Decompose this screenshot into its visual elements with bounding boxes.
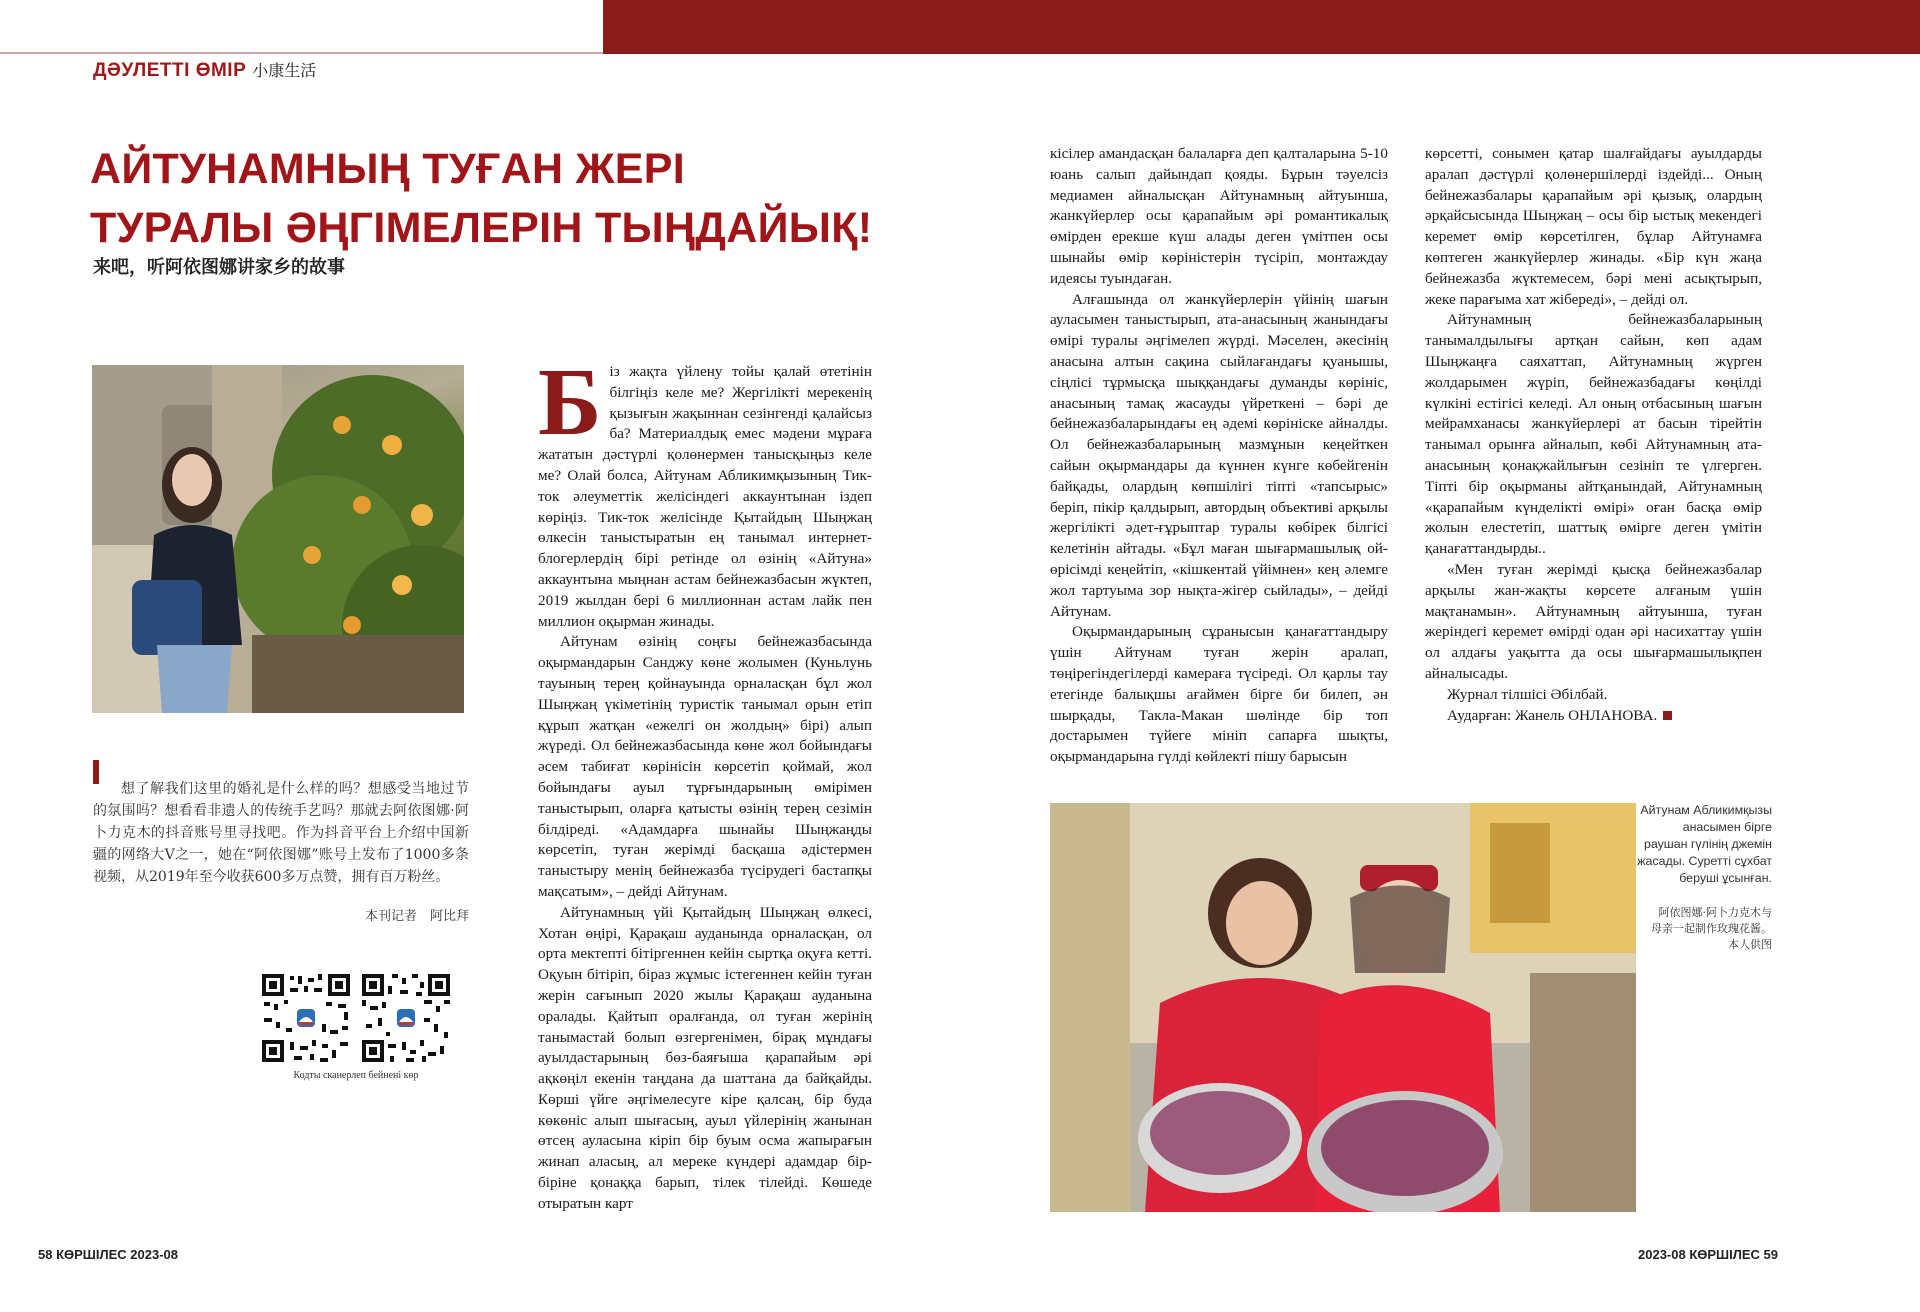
- family-photo: [1050, 803, 1636, 1212]
- photo-caption-cn: [1636, 905, 1772, 953]
- footer-right: [1638, 1247, 1778, 1262]
- paragraph-7: көрсетті, сонымен қатар шалғайдағы ауылдарды аралап дәстүрлі қолөнершілерді іздейді... Оның бейнежазбалары қарапайым әрі қызық, олардың әрқайсысында Шыңжаң – осы бір ыстық мекендегі керемет өмір көрсетілген, бұлар Айтунамға көптеген жанкүйерлер жинады. «Бір күн жаңа бейнежазба жүктемесем, бәрі мені асықтырып, жеке парағыма хат жібереді», – дейді ол.: [1425, 145, 1762, 308]
- footer-left-text: КӨРШІЛЕС 2023-08: [56, 1247, 178, 1262]
- qr-caption: Кодты сканерлеп бейнені көр: [293, 1070, 419, 1081]
- page-number-left: 58: [38, 1247, 53, 1262]
- article-column-1: [538, 348, 872, 1215]
- paragraph-1-text: із жақта үйлену тойы қалай өтетінін білгіңіз келе ме? Жергілікті мерекенің қызығын жақыннан сезінгенді қалайсыз ба? Материалдық емес мәдени мұраға жататын дәстүрлі қолөнермен танысқыңыз келе ме? Олай болса, Айтунам Абликимқызының Тик-ток әлеуметтік желісіндегі аккаунтынан іздеп көріңіз. Тик-ток желісінде Қытайдың Шыңжаң өлкесін таныстыратын ең танымал интернет-блогерлердің бірі ретінде ол өзінің «Айтуна» аккаунтына мыңнан астам бейнежазбасын жүктеп, 2019 жылдан бері 6 миллионнан астам лайк пен миллион оқырман жинады.: [538, 363, 872, 630]
- subtitle-cn: 来吧，听阿依图娜讲家乡的故事: [93, 257, 345, 278]
- family-photo-art: [1050, 803, 1636, 1212]
- page-number-right: 59: [1763, 1247, 1778, 1262]
- paragraph-6: Оқырмандарының сұранысын қанағаттандыру үшін Айтунам туған жерін аралап, төңірегіндегілерді камераға түсіреді. Ол қарлы тау етегінде балықшы ағаймен бірге би билеп, ән шырқады, Такла-Макан шөлінде бір топ достарымен түйеге мініп сапарға шықты, оқырмандарына гүлді көйлекті пішу барысын: [1050, 623, 1388, 766]
- top-divider-line: [0, 52, 603, 54]
- footer-right-text: 2023-08 КӨРШІЛЕС: [1638, 1247, 1760, 1262]
- section-label: [93, 58, 316, 82]
- article-column-3: [1425, 144, 1762, 726]
- end-mark-icon: [1663, 711, 1672, 720]
- article-column-2: [1050, 144, 1388, 768]
- qr-code-2[interactable]: [360, 972, 452, 1064]
- drop-cap: Б: [538, 348, 602, 455]
- section-label-cn: 小康生活: [252, 63, 317, 80]
- top-color-bar: [603, 0, 1920, 54]
- credit-reporter: Журнал тілшісі Әбілбай.: [1447, 685, 1608, 703]
- portrait-photo-art: [92, 365, 464, 713]
- headline: [90, 140, 890, 258]
- portrait-photo: [92, 365, 464, 713]
- section-label-kz: ДӘУЛЕТТІ ӨМІР: [93, 60, 247, 81]
- paragraph-9: «Мен туған жерімді қысқа бейнежазбалар арқылы жан-жақты көрсете алғаным үшін мақтанамын». Айтунамның айтуынша, туған жеріндегі керемет өмірді одан әрі насихаттау үшін ол алдағы уақытта да осы шығармашылықпен айналысады.: [1425, 560, 1762, 682]
- credit-translator-text: Аударған: Жанель ОНЛАНОВА.: [1447, 706, 1658, 724]
- footer-left: [38, 1247, 178, 1262]
- paragraph-1: [538, 348, 872, 632]
- paragraph-2: Айтунам өзінің соңғы бейнежазбасында оқырмандарын Санджу көне жолымен (Куньлунь тауының терең қойнауында орналасқан бұл жол Шыңжаң үкіметінің туристік танымал орын етіп құрып жатқан «ежелгі он жолдың» бірі) алып жүреді. Ол бейнежазбасында көне жол бойындағы әсем табиғат көрінісін көрсетіп қоймай, жол бойындағы ауыл тұрғындарының өмірімен таныстырып, оларға қатысты өзінің терең сезімін білдіреді. «Адамдарға шынайы Шыңжаңды көрсетіп, туған жерімді басқаша әдістермен таныстыру менің бейнежазба түсірудегі бастапқы мақсатым», – дейді Айтунам.: [538, 633, 872, 900]
- qr-code-icon: [260, 972, 352, 1064]
- qr-code-icon: [360, 972, 452, 1064]
- photo-caption-cn-line-2: 母亲一起制作玫瑰花酱。: [1651, 922, 1772, 935]
- paragraph-4: кісілер амандасқан балаларға деп қалталарына 5-10 юань салып дайындап қояды. Бұрын тәуелсіз медиамен айналысқан Айтунамның айтуынша, жанкүйерлер осы қарапайым әрі романтикалық өмірден ерекше күш алады деген үмітпен осы шынайы өмір көріністерін түсіріп, монтаждау идеясы туындаған.: [1050, 145, 1388, 287]
- photo-caption-cn-line-1: 阿依图娜·阿卜力克木与: [1658, 906, 1772, 919]
- paragraph-8: Айтунамның бейнежазбаларының танымалдылығы артқан сайын, көп адам Шыңжаңға саяхаттап, Айтунамның жүрген жолдарымен жүріп, бейнежазбадағы көңілді күлкіні естігісі келеді. Ал оның отбасының шағын мейрамханасы жанкүйерлері ат басын тірейтін танымал орынға айналып, көбі Айтунамның ата-анасының қонақжайлығын сезініп те үлгерген. Тіпті бір оқырманы айтқанындай, Айтунамның «қарапайым күнделікті өмірі» оған басқа өмір жолын елестетіп, шаттық өмірге деген үмітін қанағаттандырды..: [1425, 311, 1762, 558]
- photo-caption-kz: Айтунам Абликимқызы анасымен бірге раушан гүлінің джемін жасады. Суретті сұхбат беруші ұсынған.: [1637, 803, 1772, 885]
- paragraph-3: Айтунамның үйі Қытайдың Шыңжаң өлкесі, Хотан өңірі, Қарақаш ауданында орналасқан, ол орта мектепті бітіргеннен кейін сыртқа оқуға кетті. Оқуын бітіріп, біраз жұмыс істегеннен кейін туған жерін сағынып 2020 жылы Қарақаш ауданына оралады. Қайтып оралғанда, ол туған жерінің танымастай болып өзгергенімен, бірақ мұндағы ауылдастарының бөз-баяғыша қарапайым әрі ақкөңіл екенін таңдана да шаттана да байқайды. Көрші үйге әңгімелесуге кіре қалсаң, бір буда көкөніс алып шығасың, ауыл үйлерінің жанынан өтсең ауласына кіріп бір буым осма жапырағын жинап аласың, ал мереке күндері адамдар бір-біріне қонаққа барып, тілек тілейді. Көшеде отыратын карт: [538, 903, 872, 1212]
- headline-line-2: ТУРАЛЫ ӘҢГІМЕЛЕРІН ТЫҢДАЙЫҚ!: [90, 204, 873, 252]
- summary-cn: 想了解我们这里的婚礼是什么样的吗？想感受当地过节的氛围吗？想看看非遗人的传统手艺吗？那就去阿依图娜·阿卜力克木的抖音账号里寻找吧。作为抖音平台上介绍中国新疆的网络大Ⅴ之一，她在“阿依图娜”账号上发布了1000多条视频，从2019年至今收获600多万点赞，拥有百万粉丝。: [93, 781, 469, 885]
- summary-author: 本刊记者 阿比拜: [364, 909, 469, 924]
- credit-translator: [1425, 706, 1762, 727]
- headline-line-1: АЙТУНАМНЫҢ ТУҒАН ЖЕРІ: [90, 145, 685, 193]
- photo-caption-cn-credit: 本人供图: [1728, 938, 1772, 951]
- qr-code-1[interactable]: [260, 972, 352, 1064]
- paragraph-5: Алғашында ол жанкүйерлерін үйінің шағын ауласымен таныстырып, ата-анасының жанындағы өмірі туралы әңгімелеп жүрді. Мәселен, әкесінің анасына алтын сақина сыйлағандағы қуанышы, сіңлісі тұрмысқа шыққандағы думанды көрініс, анасының тамақ жасауды үйреткені – бәрі де бейнежазбаларындағы ең әдемі көрініске айналды. Ол бейнежазбаларының мазмұнын кеңейткен сайын оқырмандары да күннен күнге көбейгенін байқады, олардың көпшілігі тіпті «тапсырыс» беріп, пікір қалдырып, автордың объективі арқылы жергілікті әдет-ғұрыптар туралы көбірек білгісі келетінін айтады. «Бұл маған шығармашылық ой-өрісімді кеңейтіп, «кішкентай үйімнен» кең әлемге жол тартуыма зор нықта-жігер сыйлады», – дейді Айтунам.: [1050, 290, 1388, 620]
